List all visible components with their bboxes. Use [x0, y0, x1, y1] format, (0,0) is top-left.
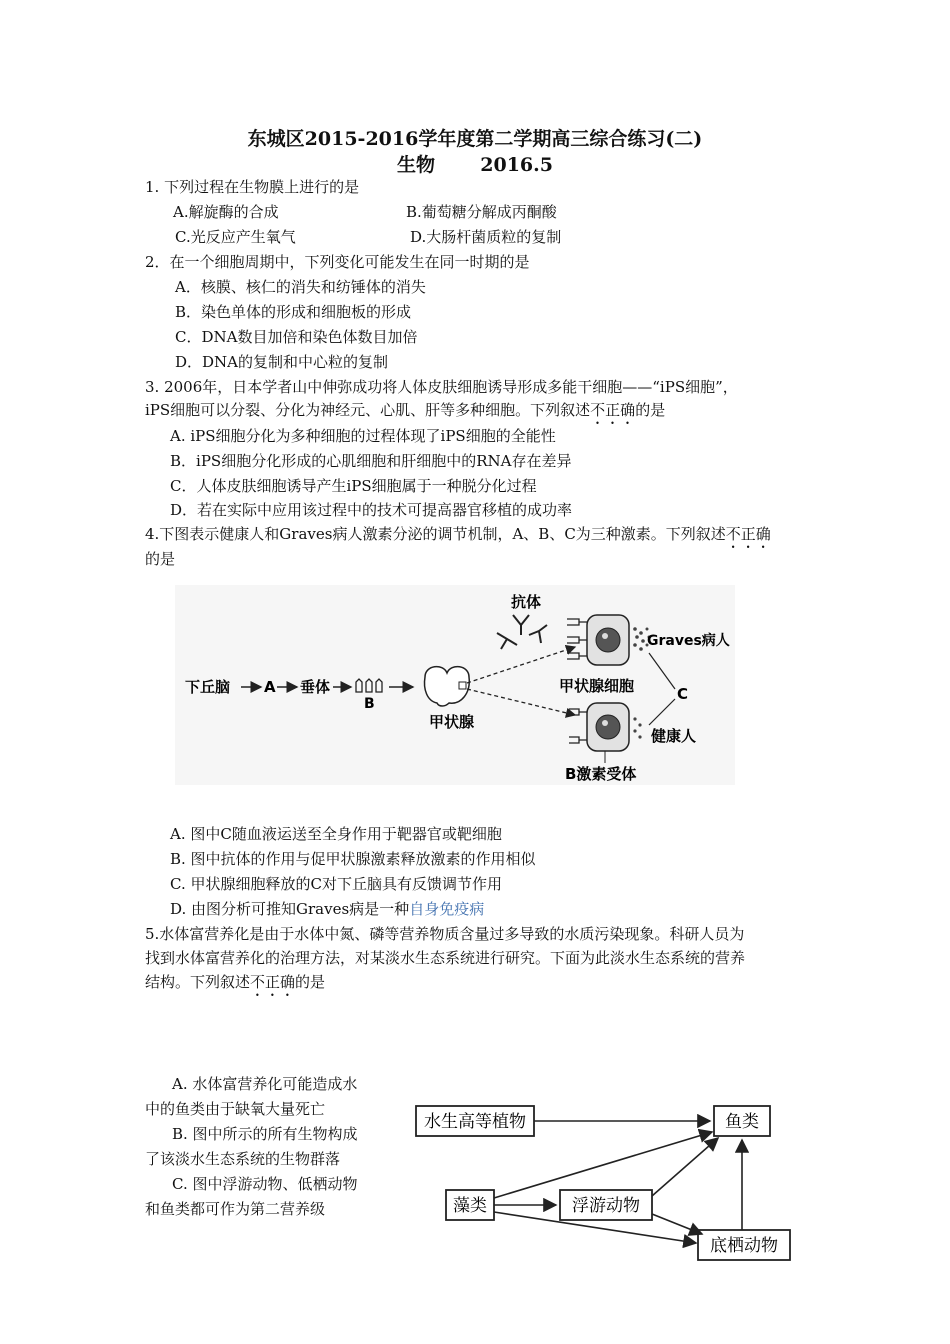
q5-stem-pre: 结构。下列叙述	[145, 973, 251, 991]
q3-emphasis: 不正确	[590, 401, 636, 419]
hormone-c-label: C	[677, 685, 689, 703]
q2-stem: 2．在一个细胞周期中，下列变化可能发生在同一时期的是	[145, 253, 530, 271]
q4-option-d-text: D. 由图分析可推知Graves病是一种	[170, 900, 410, 918]
q4-option-b: B. 图中抗体的作用与促甲状腺激素释放激素的作用相似	[170, 850, 536, 868]
svg-text:鱼类: 鱼类	[725, 1112, 759, 1132]
q2-option-d: D．DNA的复制和中心粒的复制	[175, 353, 389, 371]
q5-stem-post: 的是	[295, 973, 326, 991]
page-subtitle	[0, 150, 950, 177]
q3-stem-pre: iPS细胞可以分裂、分化为神经元、心肌、肝等多种细胞。下列叙述	[145, 401, 591, 419]
q1-option-b: B.葡萄糖分解成丙酮酸	[406, 203, 557, 221]
q2-option-a: A．核膜、核仁的消失和纺锤体的消失	[175, 278, 426, 296]
q4-stem-pre: 4.下图表示健康人和Graves病人激素分泌的调节机制，A、B、C为三种激素。下列叙述	[145, 525, 726, 543]
q4-emphasis: 不正确	[725, 525, 771, 543]
q5-option-c-line1: C. 图中浮游动物、低栖动物	[172, 1175, 358, 1193]
q5-option-c-line2: 和鱼类都可作为第二营养级	[145, 1200, 326, 1218]
node-algae	[446, 1190, 494, 1220]
q2-option-b: B．染色单体的形成和细胞板的形成	[175, 303, 412, 321]
node-zooplankton	[560, 1190, 652, 1220]
q5-option-b-line2: 了该淡水生态系统的生物群落	[145, 1150, 341, 1168]
q5-stem-line2: 找到水体富营养化的治理方法，对某淡水生态系统进行研究。下面为此淡水生态系统的营养	[145, 949, 746, 967]
arrow-zooplankton-benthic	[652, 1214, 702, 1234]
q3-option-c: C．人体皮肤细胞诱导产生iPS细胞属于一种脱分化过程	[170, 477, 537, 495]
hormone-a-label: A	[264, 678, 276, 696]
q4-stem-line1	[145, 524, 771, 552]
autoimmune-link[interactable]: 自身免疫病	[409, 900, 485, 918]
q5-option-a-line2: 中的鱼类由于缺氧大量死亡	[145, 1100, 326, 1118]
q3-stem-line2	[145, 400, 665, 428]
q4-option-a: A. 图中C随血液运送至全身作用于靶器官或靶细胞	[170, 825, 502, 843]
q3-option-b: B．iPS细胞分化形成的心肌细胞和肝细胞中的RNA存在差异	[170, 452, 572, 470]
svg-text:浮游动物: 浮游动物	[572, 1196, 640, 1216]
q5-stem-line3	[145, 972, 325, 1000]
antibody-label: 抗体	[511, 593, 542, 611]
hormone-b-label: B	[364, 696, 375, 712]
thyroid-receptor-mark	[459, 682, 466, 689]
b-receptor-label: B激素受体	[565, 765, 637, 783]
node-benthic-animals	[698, 1230, 790, 1260]
q1-stem: 1. 下列过程在生物膜上进行的是	[145, 178, 360, 196]
q5-stem-line1: 5.水体富营养化是由于水体中氮、磷等营养物质含量过多导致的水质污染现象。科研人员为	[145, 925, 745, 943]
q4-stem-line2: 的是	[145, 550, 176, 568]
exam-date: 2016.5	[480, 154, 553, 176]
graves-label: Graves病人	[647, 633, 730, 649]
hormone-regulation-figure	[175, 585, 735, 785]
q4-option-c: C. 甲状腺细胞释放的C对下丘脑具有反馈调节作用	[170, 875, 502, 893]
page-title: 东城区2015-2016学年度第二学期高三综合练习(二)	[247, 128, 703, 150]
hypothalamus-label: 下丘脑	[185, 678, 231, 696]
q1-option-a: A.解旋酶的合成	[173, 203, 279, 221]
q5-option-a-line1: A. 水体富营养化可能造成水	[172, 1075, 358, 1093]
q4-option-d	[170, 899, 484, 919]
q3-option-d: D．若在实际中应用该过程中的技术可提高器官移植的成功率	[170, 501, 573, 519]
q3-stem-line1: 3. 2006年，日本学者山中伸弥成功将人体皮肤细胞诱导形成多能干细胞——“iPS细胞”，	[145, 378, 738, 396]
svg-text:藻类: 藻类	[453, 1196, 487, 1216]
subject: 生物	[397, 154, 436, 176]
q3-option-a: A. iPS细胞分化为多种细胞的过程体现了iPS细胞的全能性	[170, 427, 556, 445]
thyroid-cell-label: 甲状腺细胞	[559, 677, 635, 695]
q5-option-b-line1: B. 图中所示的所有生物构成	[172, 1125, 358, 1143]
node-aquatic-plants	[416, 1106, 534, 1136]
svg-text:底栖动物: 底栖动物	[710, 1236, 778, 1256]
food-web-figure	[412, 1100, 796, 1268]
healthy-label: 健康人	[651, 727, 697, 745]
q2-option-c: C．DNA数目加倍和染色体数目加倍	[175, 328, 418, 346]
q1-option-d: D.大肠杆菌质粒的复制	[410, 228, 562, 246]
thyroid-label: 甲状腺	[429, 713, 475, 731]
q3-stem-post: 的是	[635, 401, 666, 419]
q5-emphasis: 不正确	[250, 973, 296, 991]
svg-text:水生高等植物: 水生高等植物	[424, 1112, 526, 1132]
node-fish	[714, 1106, 770, 1136]
pituitary-label: 垂体	[300, 678, 331, 696]
arrow-algae-fish	[494, 1132, 712, 1198]
q1-option-c: C.光反应产生氧气	[175, 228, 296, 246]
